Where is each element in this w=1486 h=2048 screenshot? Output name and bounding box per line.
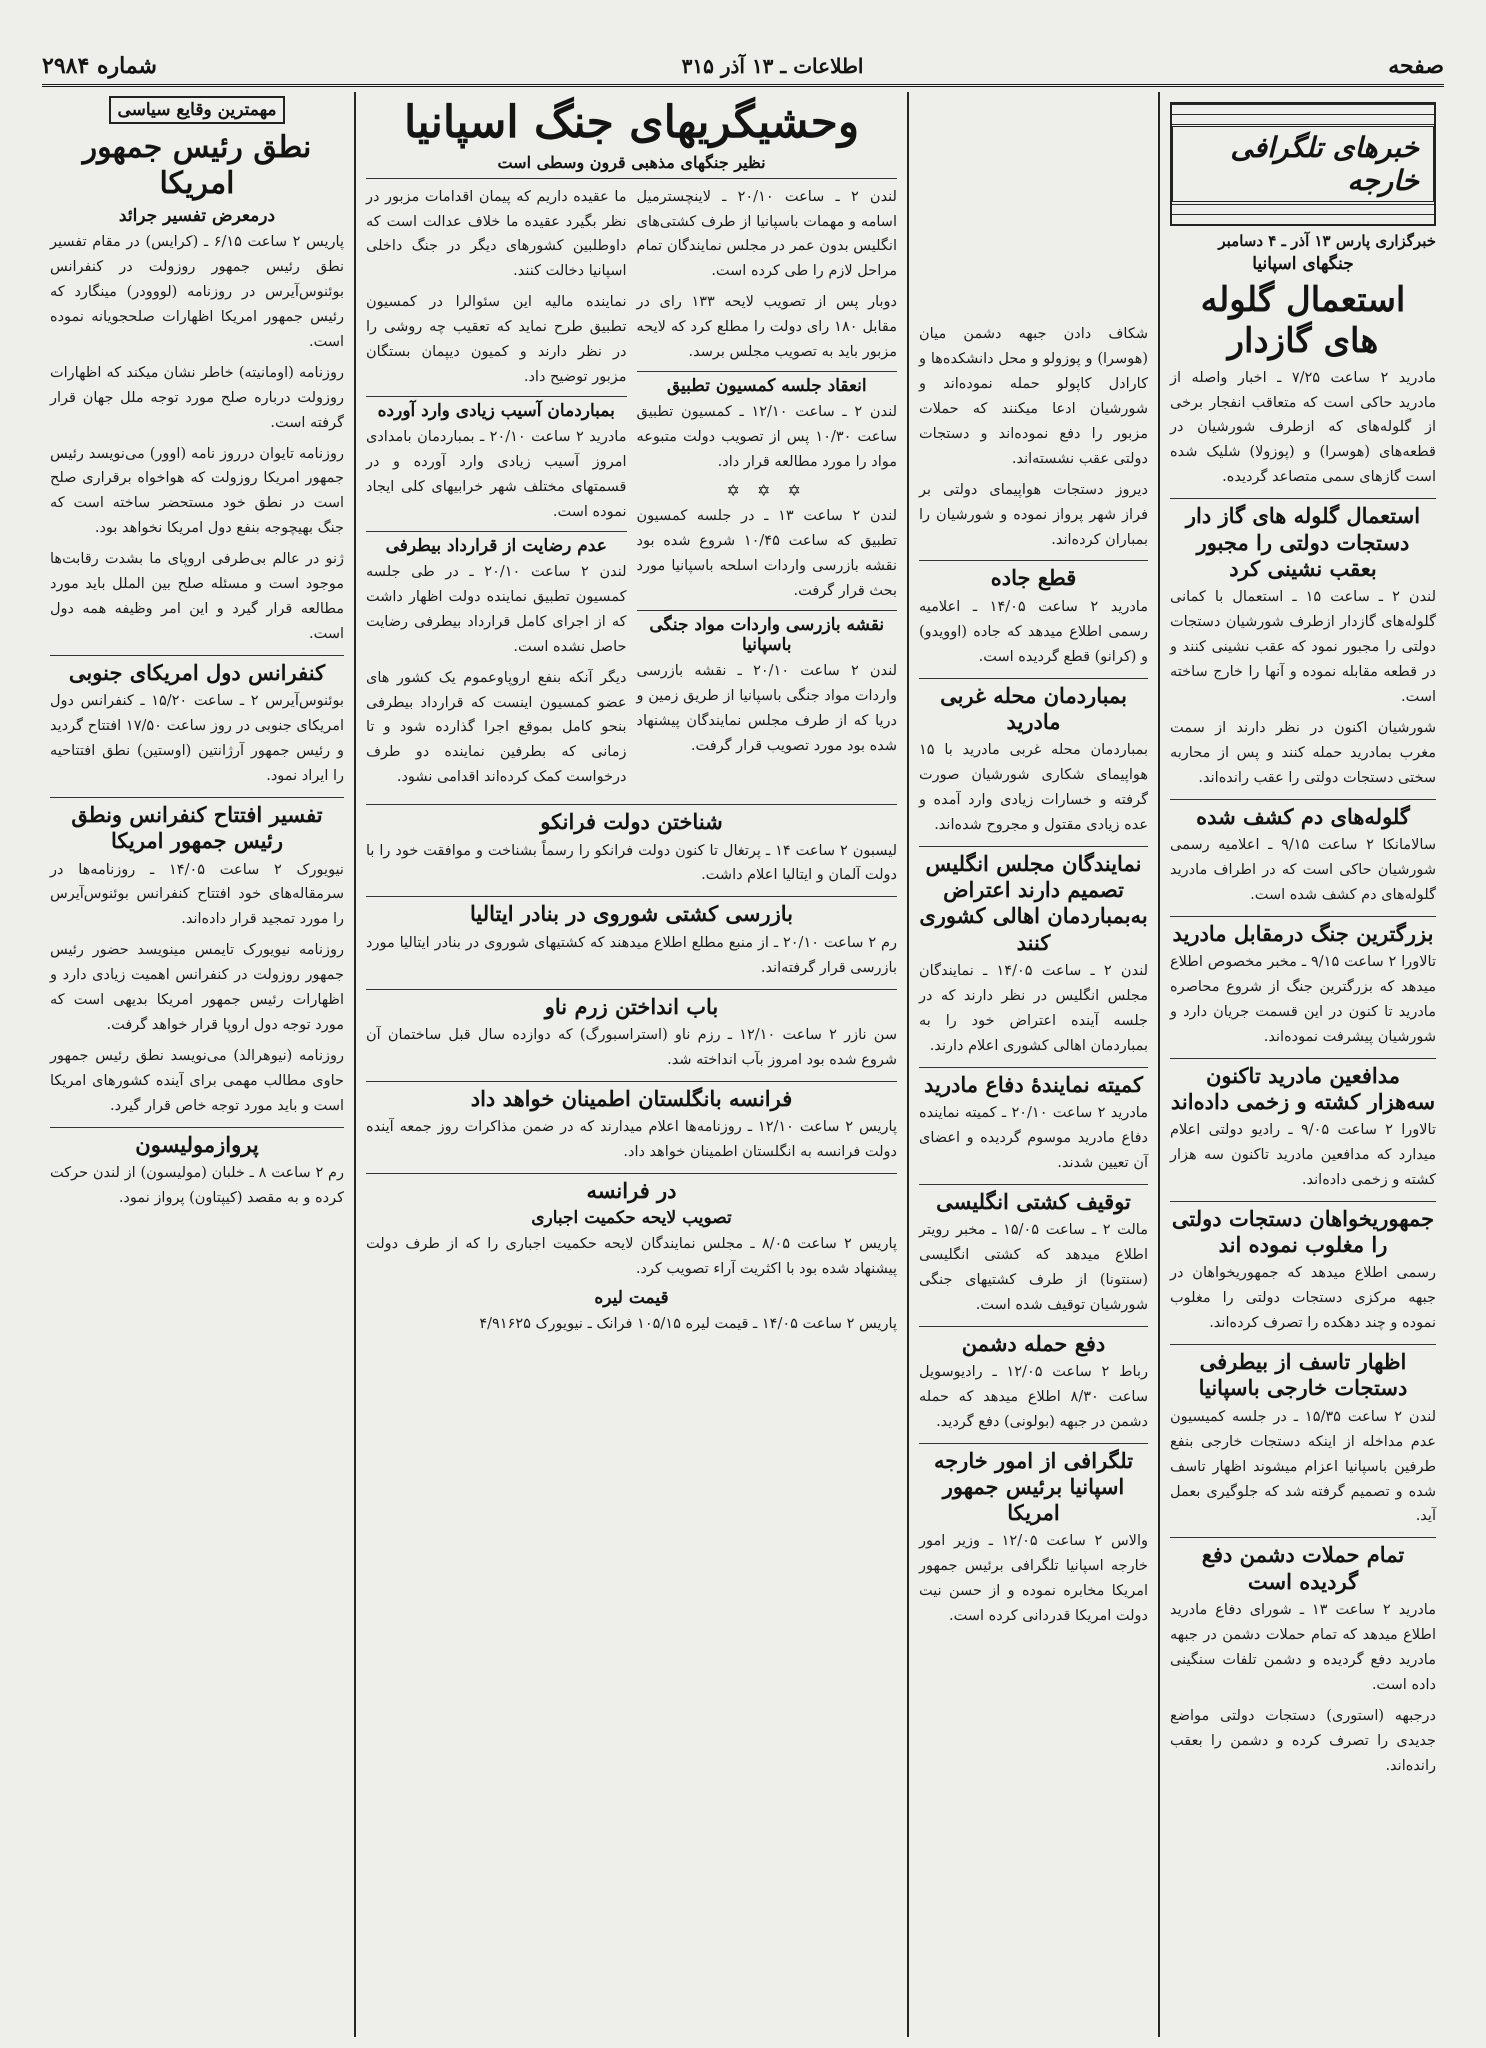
column-spain-news <box>911 92 1156 2037</box>
paragraph: پاریس ۲ ساعت ۸/۰۵ ـ مجلس نمایندگان لایحه حکمیت اجباری را که از طرف دولت پیشنهاد شده بود با اکثریت آراء تصویب کرد. <box>366 1236 897 1277</box>
divider <box>366 178 897 179</box>
column-political-events <box>42 92 352 2037</box>
paragraph: روزنامه (اومانیته) خاطر نشان میکند که اظهارات روزولت درباره صلح مورد توجه ملل جهان قرار گرفته است. <box>50 364 344 431</box>
paragraph: درجبهه (استوری) دستجات دولتی مواضع جدیدی را تصرف کرده و دشمن را بعقب رانده‌اند. <box>1170 1707 1436 1774</box>
subheadline: انعقاد جلسه کمسیون تطبیق <box>637 371 898 396</box>
subheadline: دفع حمله دشمن <box>919 1326 1148 1357</box>
subheadline: کمیته نمایندهٔ دفاع مادرید <box>919 1067 1148 1098</box>
paragraph: لیسبون ۲ ساعت ۱۴ ـ پرتغال تا کنون دولت فرانکو را رسماً بشناخت و موافقت خود را با دولت آلمان و ایتالیا اعلام داشت. <box>366 842 897 884</box>
subcolumn-left <box>366 185 627 797</box>
subheadline: بزرگترین جنگ درمقابل مادرید <box>1170 916 1436 947</box>
paragraph: مالت ۲ ـ ساعت ۱۵/۰۵ ـ مخبر رویتر اطلاع میدهد که کشتی انگلیسی (سنتونا) از طرف کشتیهای جنگی شورشیان توقیف شده است. <box>919 1221 1148 1313</box>
subheadline: نمایندگان مجلس انگلیس تصمیم دارند اعتراض به‌بمباردمان اهالی کشوری کنند <box>919 846 1148 956</box>
subheadline: تفسیر افتتاح کنفرانس ونطق رئیس جمهور امریکا <box>50 797 344 855</box>
paragraph: مادرید ۲ ساعت ۱۴/۰۵ ـ اعلامیه رسمی اطلاع میدهد که جاده (اوویدو) و (کرانو) قطع گردیده است. <box>919 598 1148 665</box>
paragraph: دیروز دستجات هواپیمای دولتی بر فراز شهر پرواز نموده و شورشیان را بمباران کرده‌اند. <box>919 481 1148 548</box>
paragraph: لندن ۲ ـ ساعت ۱۵ ـ استعمال با کمانی گلوله‌های گازدار ازطرف شورشیان دستجات دولتی را مجبور نمود که عقب نشینی کنند و در قطعه مقابله نموده و آنها را خارج ساخته است. <box>1170 589 1436 705</box>
center-headline: وحشیگریهای جنگ اسپانیا <box>403 97 860 148</box>
subheadline: تمام حملات دشمن دفع گردیده است <box>1170 1537 1436 1595</box>
paragraph: رباط ۲ ساعت ۱۲/۰۵ ـ رادیوسویل ساعت ۸/۳۰ اطلاع میدهد که حمله دشمن در جبهه (بولونی) دفع گردید. <box>919 1363 1148 1430</box>
paragraph: مادرید ۲ ساعت ۲۰/۱۰ ـ بمباردمان بامدادی امروز آسیب زیادی وارد آورده و در قسمتهای مختلف شهر خرابیهای کلی ایجاد نموده است. <box>366 429 627 520</box>
paragraph: پاریس ۲ ساعت ۱۲/۱۰ ـ روزنامه‌ها اعلام میدارند که در ضمن مذاکرات روز جمعه آینده دولت فرانسه به انگلستان اطمینان خواهد داد. <box>366 1118 897 1160</box>
subheadline: شناختن دولت فرانکو <box>366 804 897 835</box>
paragraph: ژنو در عالم بی‌طرفی اروپای ما بشدت رقابت‌ها موجود است و مسئله صلح بین الملل باید مورد مطالعه قرار گیرد و این امر وظیفه همه دول است. <box>50 551 344 643</box>
paragraph: والاس ۲ ساعت ۱۲/۰۵ ـ وزیر امور خارجه اسپانیا تلگرافی برئیس جمهور امریکا مخابره نموده و از حسن نیت دولت امریکا قدردانی کرده است. <box>919 1533 1148 1625</box>
paragraph: پاریس ۲ ساعت ۶/۱۵ ـ (کرایس) در مقام تفسیر نطق رئیس جمهور روزولت در کنفرانس بوئنوس‌آیرس در روزنامه (لووودر) مینگارد که رئیس جمهور امریکا اظهارات صلحجویانه نموده است. <box>50 234 344 350</box>
masthead <box>42 48 1444 87</box>
subheadline: کنفرانس دول امریکای جنوبی <box>50 655 344 686</box>
paragraph: لندن ۲ ـ ساعت ۱۴/۰۵ ـ نمایندگان مجلس انگلیس در نظر دارند که در جلسه آینده اعتراض خود را به بمباردمان اهالی کشوری اعلام دارند. <box>919 962 1148 1054</box>
paragraph: پاریس ۲ ساعت ۱۴/۰۵ ـ قیمت لیره ۱۰۵/۱۵ فرانک ـ نیویورک ۴/۹۱۶۲۵ <box>479 1315 897 1332</box>
column-rule <box>354 92 356 2037</box>
paragraph: نیویورک ۲ ساعت ۱۴/۰۵ ـ روزنامه‌ها در سرمقاله‌های خود افتتاح کنفرانس بوئنوس‌آیرس را مورد تمجید قرار داده‌اند. <box>50 861 344 928</box>
paragraph: سالامانکا ۲ ساعت ۹/۱۵ ـ اعلامیه رسمی شورشیان حاکی است که در اطراف مادرید گلوله‌های دم کشف شده است. <box>1170 836 1436 903</box>
banner-title: خبرهای تلگرافی خارجه <box>1172 126 1434 202</box>
subheadline: درمعرض تفسیر جرائد <box>118 206 276 226</box>
subheadline: قطع جاده <box>919 560 1148 591</box>
subheadline: در فرانسه <box>366 1173 897 1204</box>
subheadline: عدم رضایت از قرارداد بیطرفی <box>366 531 627 556</box>
subheadline: بازرسی کشتی شوروی در بنادر ایتالیا <box>366 896 897 927</box>
paragraph: روزنامه (نیوهرالد) می‌نویسد نطق رئیس جمهور حاوی مطالب مهمی برای آینده کشورهای امریکا است و باید مورد توجه خاص قرار گیرد. <box>50 1048 344 1114</box>
paragraph: لندن ۲ ساعت ۱۵/۳۵ ـ در جلسه کمیسیون عدم مداخله از اینکه دستجات خارجی بنفع طرفین باسپانیا اعزام میشوند اظهار تاسف شده و تصمیم گرفته شد که جلوگیری بعمل آید. <box>1170 1408 1436 1525</box>
paragraph: لندن ۲ ـ ساعت ۱۲/۱۰ ـ کمسیون تطبیق ساعت ۱۰/۳۰ پس از تصویب دولت متبوعه مواد را مورد مطالعه قرار داد. <box>636 404 897 471</box>
paragraph: لندن ۲ ساعت ۲۰/۱۰ ـ نقشه بازرسی واردات مواد جنگی باسپانیا از طریق زمین و دریا که از طرف مجلس نمایندگان پیشنهاد شده بود مورد تصویب قرار گرفت. <box>636 662 897 754</box>
subheadline: پروازمولیسون <box>50 1127 344 1158</box>
paragraph: دیگر آنکه بنفع اروپاوعموم یک کشور های عضو کمسیون اینست که قرارداد بیطرفی بنحو کامل بموقع اجرا گذارده شود و تا زمانی که بطرفین نماینده دو طرف درخواست کمک کرده‌اند اقدامی نشود. <box>366 669 627 786</box>
section-box: مهمترین وقایع سیاسی <box>109 96 284 124</box>
subheadline: گلوله‌های دم کشف شده <box>1170 799 1436 830</box>
section-title: جنگهای اسپانیا <box>1252 254 1354 274</box>
paragraph: نماینده مالیه این سئوالرا در کمسیون تطبیق طرح نماید که تعقیب چه روشی را در نظر دارند و کمیون دیپمان بستگان مزبور توضیح داد. <box>366 294 627 386</box>
subheadline: باب انداختن زرم ناو <box>366 989 897 1020</box>
main-headline: استعمال گلوله های گازدار <box>1200 280 1406 361</box>
paragraph: تالاورا ۲ ساعت ۹/۱۵ ـ مخبر مخصوص اطلاع میدهد که بزرگترین جنگ از شروع محاصره مادرید تا کنون در این قسمت جریان دارد و شورشیان پیشرفت نموده‌اند. <box>1170 953 1436 1045</box>
paragraph: بمباردمان محله غربی مادرید با ۱۵ هواپیمای شکاری شورشیان صورت گرفته و خسارات زیادی وارد آمده و عده زیادی مقتول و مجروح شده‌اند. <box>919 742 1148 833</box>
subheadline: فرانسه بانگلستان اطمینان خواهد داد <box>366 1081 897 1112</box>
paragraph: رم ۲ ساعت ۸ ـ خلبان (مولیسون) از لندن حرکت کرده و به مقصد (کیپتاون) پرواز نمود. <box>50 1165 344 1207</box>
paragraph: شورشیان اکنون در نظر دارند از سمت مغرب بمادرید حمله کنند و پس از محاربه سختی دستجات دولتی را عقب رانده‌اند. <box>1170 719 1436 786</box>
subheadline: مدافعین مادرید تاکنون سه‌هزار کشته و زخمی داده‌اند <box>1170 1058 1436 1116</box>
subcolumn-right <box>637 185 898 797</box>
paragraph: مادرید ۲ ساعت ۲۰/۱۰ ـ کمیته نماینده دفاع مادرید موسوم گردیده و اعضای آن تعیین شدند. <box>919 1104 1148 1171</box>
paragraph: دوبار پس از تصویب لایحه ۱۳۳ رای در مقابل ۱۸۰ رای دولت را مطلع کرد که لایحه مزبور باید به تصویب مجلس برسد. <box>636 294 897 361</box>
center-two-column <box>366 185 897 797</box>
agency-dateline: خبرگزاری پارس ۱۳ آذر ـ ۴ دسامبر <box>1218 232 1436 250</box>
subheadline: استعمال گلوله های گاز دار دستجات دولتی را مجبور بعقب نشینی کرد <box>1170 498 1436 582</box>
column-rule <box>907 92 909 2037</box>
paragraph: رم ۲ ساعت ۲۰/۱۰ ـ از منبع مطلع اطلاع میدهند که کشتیهای شوروی در بنادر ایتالیا مورد بازرسی قرار گرفته‌اند. <box>366 934 897 976</box>
masthead-date: اطلاعات ـ ۱۳ آذر ۳۱۵ <box>681 54 864 78</box>
paragraph: بوئنوس‌آیرس ۲ ـ ساعت ۱۵/۲۰ ـ کنفرانس دول امریکای جنوبی در روز ساعت ۱۷/۵۰ افتتاح گردید و رئیس جمهور آرژانتین (اوستین) نطق افتتاحیه را ایراد نمود. <box>50 693 344 785</box>
paragraph: رسمی اطلاع میدهد که جمهوریخواهان در جبهه مرکزی دستجات دولتی را مغلوب نموده و چند دهکده را تصرف کرده‌اند. <box>1170 1265 1436 1332</box>
column-foreign-news <box>1162 92 1444 2037</box>
paragraph: شکاف دادن جبهه دشمن میان (هوسرا) و پوزولو و محل دانشکده‌ها و کارادل کاپولو حمله نموده‌اند و شورشیان ادعا میکنند که حملات مزبور را دفع نموده‌اند و دستجات دولتی عقب نشسته‌اند. <box>919 326 1148 467</box>
star-separator: ✡ ✡ ✡ <box>726 480 807 500</box>
paragraph: لندن ۲ ساعت ۱۳ ـ در جلسه کمسیون تطبیق که ساعت ۱۰/۴۵ شروع شده بود نقشه بازرسی واردات اسلحه باسپانیا مورد بحث قرار گرفت. <box>636 507 897 599</box>
center-kicker: نظیر جنگهای مذهبی قرون وسطی است <box>497 152 766 172</box>
issue-number: شماره ۲۹۸۴ <box>42 53 157 79</box>
subheadline: بمباردمان آسیب زیادی وارد آورده <box>366 396 627 421</box>
subheadline: نقشه بازرسی واردات مواد جنگی باسپانیا <box>637 610 898 655</box>
subheadline: تصویب لایحه حکمیت اجباری <box>531 1208 732 1229</box>
subheadline: اظهار تاسف از بیطرفی دستجات خارجی باسپانیا <box>1170 1344 1436 1402</box>
paragraph: ما عقیده داریم که پیمان اقدامات مزبور در نظر بگیرد عقیده ما خلاف عدالت است که داوطلبین کشورهای دیگر در جنگ داخلی اسپانیا دخالت کنند. <box>366 188 627 280</box>
paragraph: مادرید ۲ ساعت ۷/۲۵ ـ اخبار واصله از مادرید حاکی است که متعاقب انفجار برخی از گلوله‌های که ازطرف شورشیان در قطعه‌های (هوسرا) و (پوزولا) شلیک شده است گازهای سمی متصاعد گردیده. <box>1170 369 1436 486</box>
foreign-news-banner <box>1170 102 1436 226</box>
paragraph: مادرید ۲ ساعت ۱۳ ـ شورای دفاع مادرید اطلاع میدهد که تمام حملات دشمن در جبهه مادرید دفع گردیده و دشمن تلفات سنگینی داده است. <box>1170 1601 1436 1693</box>
subheadline: بمباردمان محله غربی مادرید <box>919 678 1148 736</box>
page-label: صفحه <box>1388 53 1444 79</box>
paragraph: تالاورا ۲ ساعت ۹/۰۵ ـ رادیو دولتی اعلام میدارد که مدافعین مادرید تاکنون سه هزار کشته و زخمی داده‌اند. <box>1170 1122 1436 1188</box>
column-spain-war <box>358 92 905 2037</box>
subheadline: جمهوریخواهان دستجات دولتی را مغلوب نموده اند <box>1170 1201 1436 1259</box>
paragraph: لندن ۲ ـ ساعت ۲۰/۱۰ ـ لاینچسترمیل اسامه و مهمات باسپانیا از طرف کشتی‌های انگلیس بدون عمر در مجلس نمایندگان تمام مراحل لازم را طی کرده است. <box>636 188 897 280</box>
subheadline: تلگرافی از امور خارجه اسپانیا برئیس جمهور امریکا <box>919 1443 1148 1527</box>
paragraph: روزنامه تایوان درروز نامه (اوور) می‌نویسد رئیس جمهور امریکا روزولت که هواخواه برقراری صلح است در نطق خود مستحضر ساخته است که جنگ بهیچوجه بنفع دول امریکا نخواهد بود. <box>50 445 344 537</box>
paragraph: روزنامه نیویورک تایمس مینویسد حضور رئیس جمهور روزولت در کنفرانس اهمیت زیادی دارد و اظهارات رئیس جمهور امریکا بدیهی است که مورد توجه دول اروپا قرار خواهد گرفت. <box>50 942 344 1034</box>
subheadline: قیمت لیره <box>594 1287 669 1308</box>
column-rule <box>1158 92 1160 2037</box>
subheadline: توقیف کشتی انگلیسی <box>919 1184 1148 1215</box>
paragraph: لندن ۲ ساعت ۲۰/۱۰ ـ در طی جلسه کمسیون تطبیق نماینده دولت اظهار داشت که از اجرای کامل قرارداد بیطرفی رضایت حاصل نشده است. <box>366 563 627 655</box>
left-headline: نطق رئیس جمهور امریکا <box>82 130 312 201</box>
paragraph: سن نازر ۲ ساعت ۱۲/۱۰ ـ رزم ناو (استراسبورگ) که دوازده سال قبل ساختمان آن شروع شده بود امروز بآب انداخته شد. <box>366 1026 897 1068</box>
